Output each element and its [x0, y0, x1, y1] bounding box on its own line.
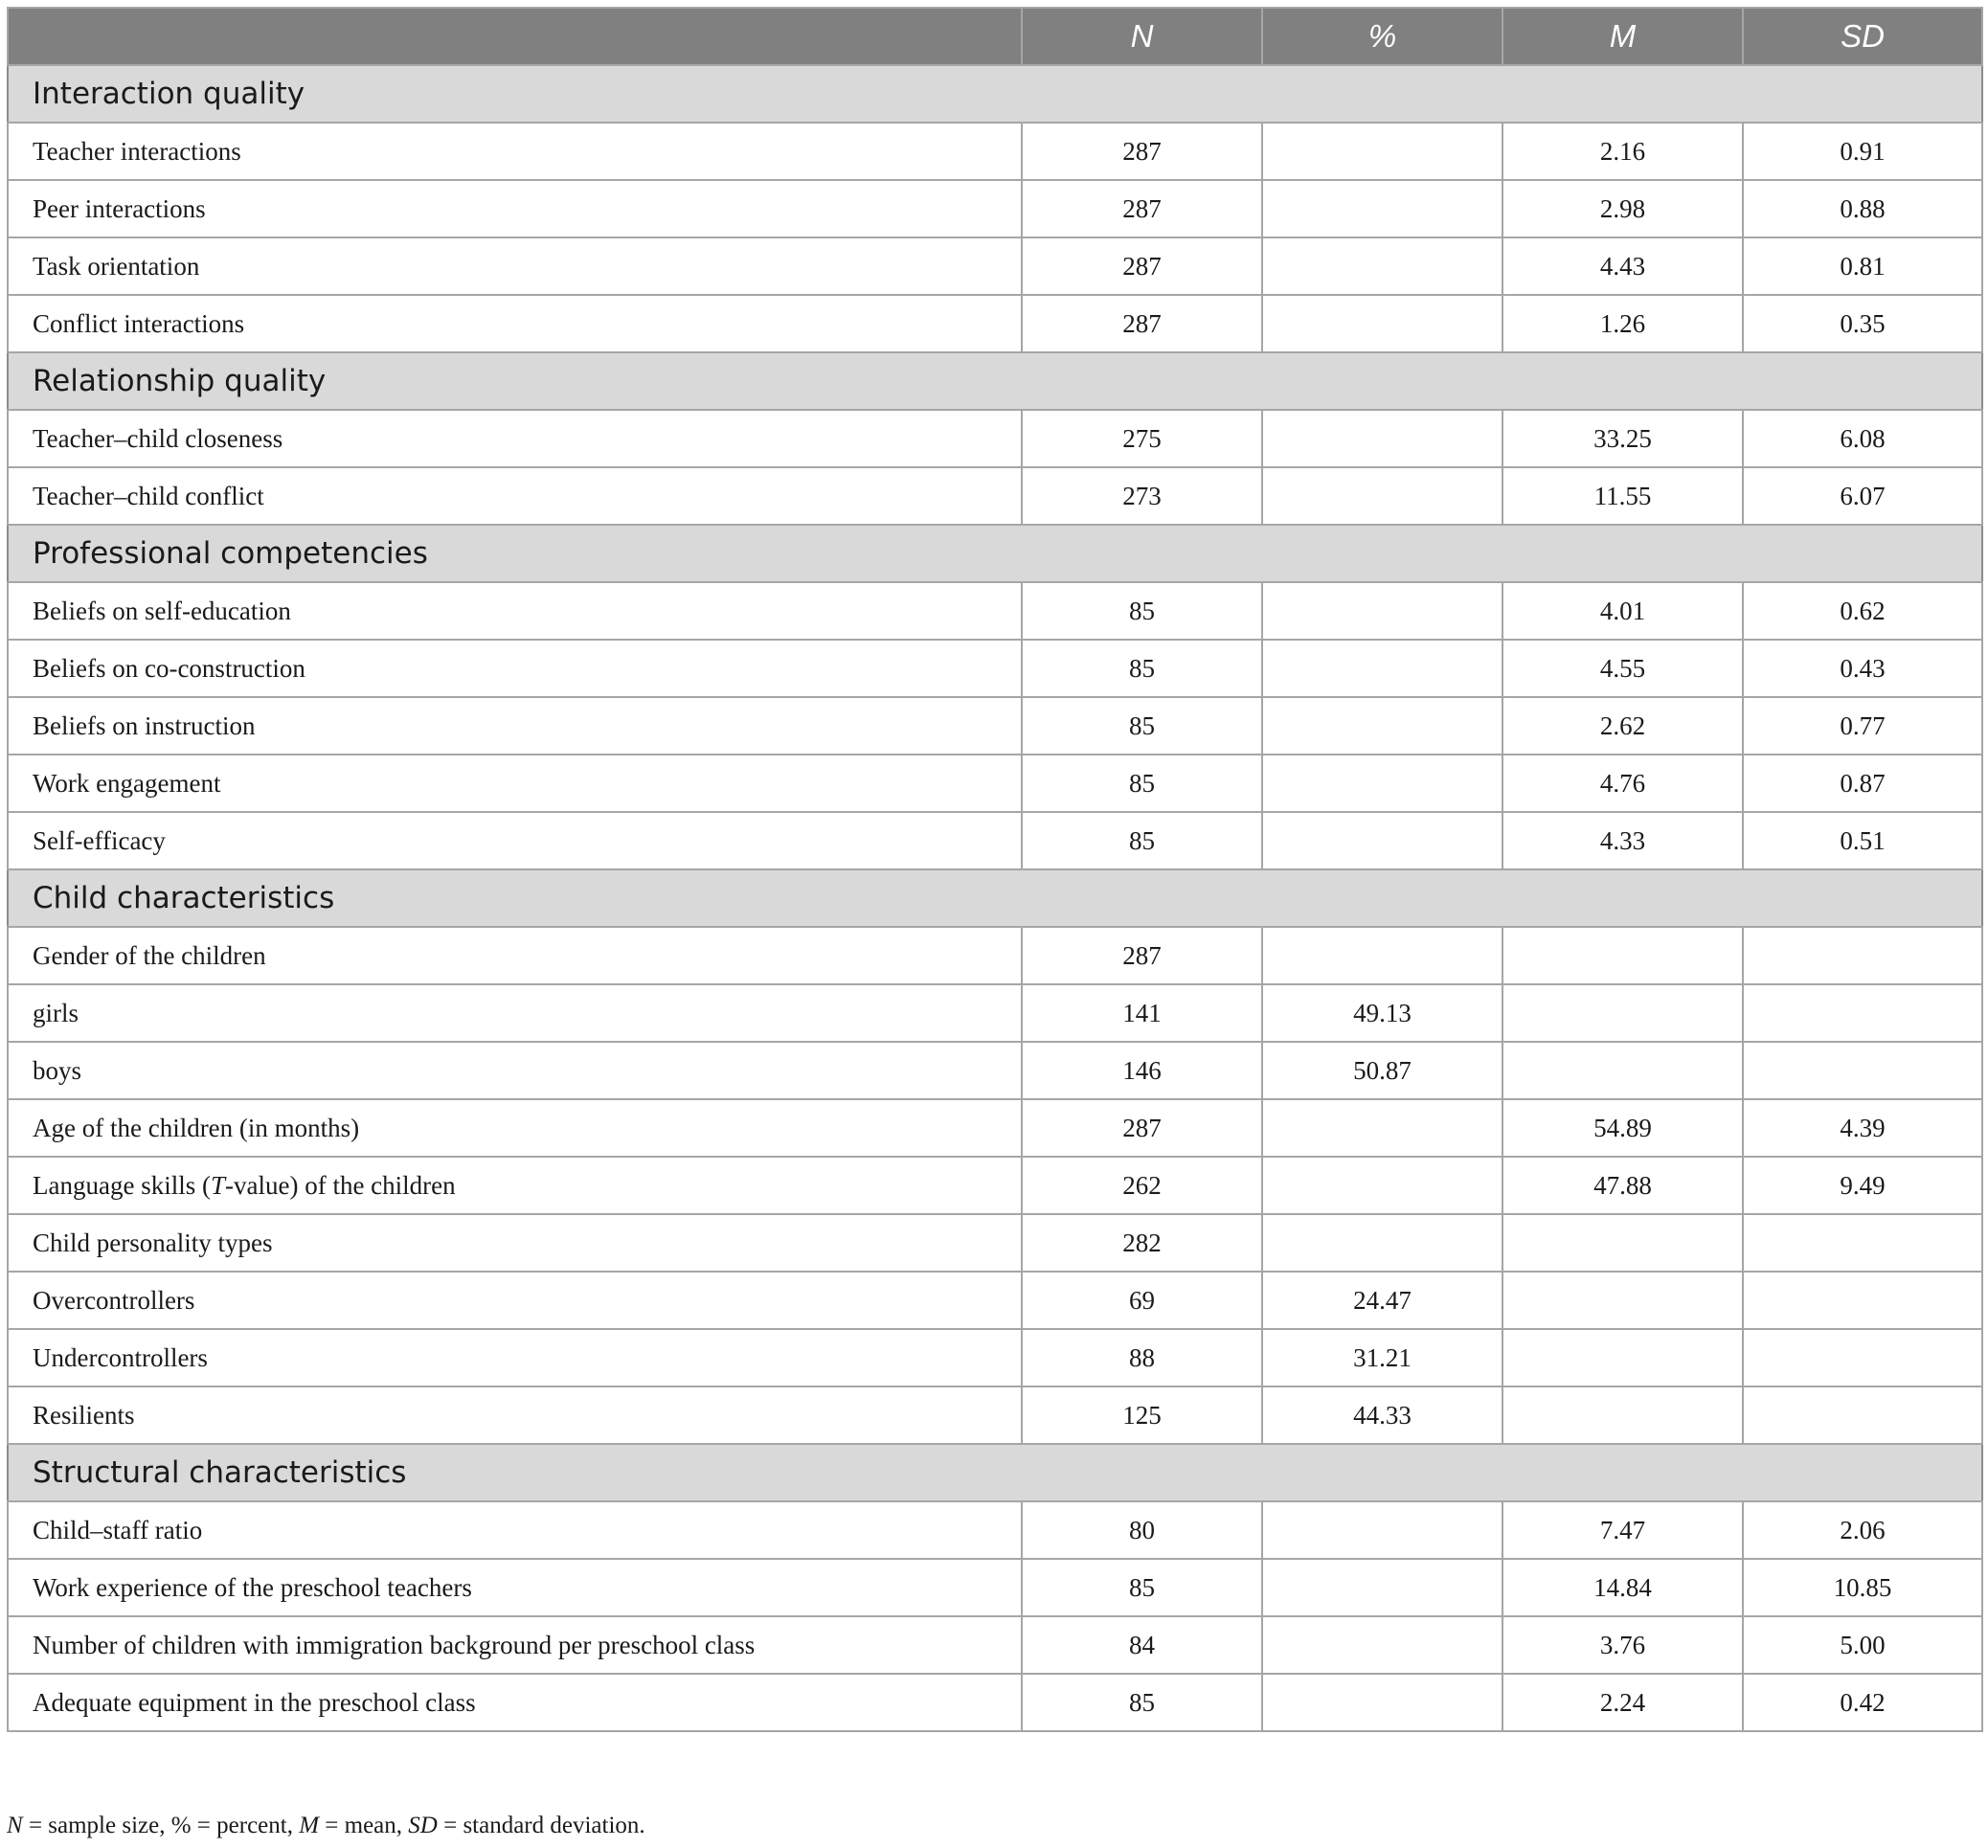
mean-cell: 2.16: [1502, 123, 1743, 180]
section-header-row: [8, 869, 1982, 927]
row-label: girls: [8, 984, 1022, 1042]
table-row: [8, 295, 1982, 352]
footnote-m-symbol: M: [299, 1813, 320, 1838]
n-cell: 85: [1022, 640, 1262, 697]
n-cell: 88: [1022, 1329, 1262, 1386]
section-header-row: [8, 525, 1982, 582]
table-row: [8, 697, 1982, 755]
percent-cell: [1262, 1559, 1502, 1616]
percent-cell: [1262, 123, 1502, 180]
percent-cell: [1262, 927, 1502, 984]
row-label: Number of children with immigration background per preschool class: [8, 1616, 1022, 1674]
percent-cell: [1262, 1674, 1502, 1731]
row-label: Adequate equipment in the preschool class: [8, 1674, 1022, 1731]
table-row: [8, 927, 1982, 984]
sd-cell: 0.43: [1743, 640, 1982, 697]
table-row: [8, 1214, 1982, 1272]
row-label: Undercontrollers: [8, 1329, 1022, 1386]
mean-cell: 1.26: [1502, 295, 1743, 352]
n-cell: 85: [1022, 1674, 1262, 1731]
table-row: [8, 812, 1982, 869]
header-row: [8, 8, 1982, 65]
percent-cell: [1262, 1214, 1502, 1272]
percent-cell: [1262, 812, 1502, 869]
n-cell: 287: [1022, 295, 1262, 352]
mean-cell: 3.76: [1502, 1616, 1743, 1674]
percent-cell: 24.47: [1262, 1272, 1502, 1329]
mean-cell: 2.24: [1502, 1674, 1743, 1731]
n-cell: 275: [1022, 410, 1262, 467]
n-cell: 80: [1022, 1501, 1262, 1559]
mean-cell: [1502, 1214, 1743, 1272]
table-footnote: [7, 1813, 645, 1839]
percent-cell: 44.33: [1262, 1386, 1502, 1444]
descriptive-statistics-table: [7, 7, 1983, 1732]
row-label: Teacher–child conflict: [8, 467, 1022, 525]
row-label-part: -value) of the children: [225, 1170, 456, 1200]
sd-cell: [1743, 927, 1982, 984]
mean-cell: 33.25: [1502, 410, 1743, 467]
n-cell: 287: [1022, 927, 1262, 984]
table-row: [8, 180, 1982, 237]
n-cell: 85: [1022, 697, 1262, 755]
row-label-part: Language skills (: [33, 1170, 211, 1200]
row-label: Conflict interactions: [8, 295, 1022, 352]
section-header-row: [8, 65, 1982, 123]
n-cell: 282: [1022, 1214, 1262, 1272]
percent-cell: [1262, 410, 1502, 467]
table-row: [8, 410, 1982, 467]
percent-cell: [1262, 1157, 1502, 1214]
percent-cell: [1262, 467, 1502, 525]
sd-cell: 0.87: [1743, 755, 1982, 812]
table-row: [8, 1616, 1982, 1674]
n-cell: 287: [1022, 1099, 1262, 1157]
mean-cell: [1502, 927, 1743, 984]
n-cell: 273: [1022, 467, 1262, 525]
table-row: [8, 1272, 1982, 1329]
mean-cell: 4.55: [1502, 640, 1743, 697]
mean-cell: 4.33: [1502, 812, 1743, 869]
row-label: Resilients: [8, 1386, 1022, 1444]
mean-cell: [1502, 1042, 1743, 1099]
mean-cell: [1502, 1329, 1743, 1386]
table-row: [8, 1042, 1982, 1099]
n-cell: 85: [1022, 582, 1262, 640]
footnote-n-symbol: N: [7, 1813, 23, 1838]
percent-cell: [1262, 697, 1502, 755]
mean-cell: [1502, 1272, 1743, 1329]
mean-cell: 4.01: [1502, 582, 1743, 640]
n-cell: 125: [1022, 1386, 1262, 1444]
mean-cell: [1502, 984, 1743, 1042]
row-label: Gender of the children: [8, 927, 1022, 984]
table-row: [8, 1386, 1982, 1444]
mean-cell: 2.62: [1502, 697, 1743, 755]
percent-cell: 49.13: [1262, 984, 1502, 1042]
table-row: [8, 123, 1982, 180]
header-sd: SD: [1743, 8, 1982, 65]
table-row: [8, 237, 1982, 295]
row-label: Teacher–child closeness: [8, 410, 1022, 467]
sd-cell: 0.91: [1743, 123, 1982, 180]
header-label-cell: [8, 8, 1022, 65]
table-row: [8, 1099, 1982, 1157]
section-title: Relationship quality: [8, 352, 1982, 410]
table-row: [8, 1329, 1982, 1386]
row-label: Self-efficacy: [8, 812, 1022, 869]
percent-cell: [1262, 1099, 1502, 1157]
n-cell: 287: [1022, 237, 1262, 295]
table-row: [8, 1674, 1982, 1731]
sd-cell: [1743, 1214, 1982, 1272]
table-row: [8, 1501, 1982, 1559]
sd-cell: [1743, 984, 1982, 1042]
sd-cell: 2.06: [1743, 1501, 1982, 1559]
n-cell: 287: [1022, 180, 1262, 237]
row-label: Age of the children (in months): [8, 1099, 1022, 1157]
section-header-row: [8, 352, 1982, 410]
sd-cell: 0.62: [1743, 582, 1982, 640]
footnote-sd-text: = standard deviation.: [437, 1813, 645, 1838]
section-title: Child characteristics: [8, 869, 1982, 927]
percent-cell: [1262, 640, 1502, 697]
table-row: [8, 984, 1982, 1042]
section-title: Professional competencies: [8, 525, 1982, 582]
percent-cell: [1262, 295, 1502, 352]
percent-cell: [1262, 755, 1502, 812]
sd-cell: 0.42: [1743, 1674, 1982, 1731]
row-label: Child–staff ratio: [8, 1501, 1022, 1559]
footnote-sd-symbol: SD: [408, 1813, 438, 1838]
percent-cell: 50.87: [1262, 1042, 1502, 1099]
percent-cell: [1262, 1501, 1502, 1559]
n-cell: 85: [1022, 812, 1262, 869]
row-label: Work engagement: [8, 755, 1022, 812]
n-cell: 85: [1022, 755, 1262, 812]
row-label: boys: [8, 1042, 1022, 1099]
sd-cell: 0.88: [1743, 180, 1982, 237]
sd-cell: 10.85: [1743, 1559, 1982, 1616]
mean-cell: [1502, 1386, 1743, 1444]
percent-cell: [1262, 180, 1502, 237]
sd-cell: 0.35: [1743, 295, 1982, 352]
mean-cell: 7.47: [1502, 1501, 1743, 1559]
table-row: [8, 1559, 1982, 1616]
sd-cell: 0.77: [1743, 697, 1982, 755]
table-row: [8, 467, 1982, 525]
n-cell: 287: [1022, 123, 1262, 180]
sd-cell: 6.07: [1743, 467, 1982, 525]
table-body: [8, 65, 1982, 1731]
mean-cell: 4.43: [1502, 237, 1743, 295]
header-n: N: [1022, 8, 1262, 65]
section-title: Structural characteristics: [8, 1444, 1982, 1501]
table-container: [7, 7, 1981, 1732]
row-label: Peer interactions: [8, 180, 1022, 237]
mean-cell: 11.55: [1502, 467, 1743, 525]
sd-cell: 9.49: [1743, 1157, 1982, 1214]
footnote-n-text: = sample size, % = percent,: [22, 1813, 300, 1838]
n-cell: 85: [1022, 1559, 1262, 1616]
percent-cell: [1262, 582, 1502, 640]
header-mean: M: [1502, 8, 1743, 65]
row-label: Task orientation: [8, 237, 1022, 295]
sd-cell: 0.51: [1743, 812, 1982, 869]
table-row: [8, 1157, 1982, 1214]
row-label: Child personality types: [8, 1214, 1022, 1272]
table-row: [8, 640, 1982, 697]
table-row: [8, 755, 1982, 812]
row-label: Beliefs on co-construction: [8, 640, 1022, 697]
row-label: [8, 1157, 1022, 1214]
sd-cell: [1743, 1042, 1982, 1099]
sd-cell: [1743, 1272, 1982, 1329]
row-label: Overcontrollers: [8, 1272, 1022, 1329]
mean-cell: 14.84: [1502, 1559, 1743, 1616]
table-row: [8, 582, 1982, 640]
row-label: Beliefs on instruction: [8, 697, 1022, 755]
section-title: Interaction quality: [8, 65, 1982, 123]
percent-cell: [1262, 1616, 1502, 1674]
row-label: Beliefs on self-education: [8, 582, 1022, 640]
sd-cell: [1743, 1386, 1982, 1444]
row-label: Work experience of the preschool teachers: [8, 1559, 1022, 1616]
n-cell: 146: [1022, 1042, 1262, 1099]
section-header-row: [8, 1444, 1982, 1501]
sd-cell: 0.81: [1743, 237, 1982, 295]
mean-cell: 4.76: [1502, 755, 1743, 812]
row-label-part: T: [210, 1170, 225, 1200]
n-cell: 141: [1022, 984, 1262, 1042]
sd-cell: 6.08: [1743, 410, 1982, 467]
sd-cell: 4.39: [1743, 1099, 1982, 1157]
mean-cell: 2.98: [1502, 180, 1743, 237]
n-cell: 84: [1022, 1616, 1262, 1674]
mean-cell: 47.88: [1502, 1157, 1743, 1214]
percent-cell: [1262, 237, 1502, 295]
header-percent: %: [1262, 8, 1502, 65]
n-cell: 69: [1022, 1272, 1262, 1329]
mean-cell: 54.89: [1502, 1099, 1743, 1157]
sd-cell: 5.00: [1743, 1616, 1982, 1674]
row-label: Teacher interactions: [8, 123, 1022, 180]
sd-cell: [1743, 1329, 1982, 1386]
n-cell: 262: [1022, 1157, 1262, 1214]
footnote-m-text: = mean,: [319, 1813, 409, 1838]
percent-cell: 31.21: [1262, 1329, 1502, 1386]
